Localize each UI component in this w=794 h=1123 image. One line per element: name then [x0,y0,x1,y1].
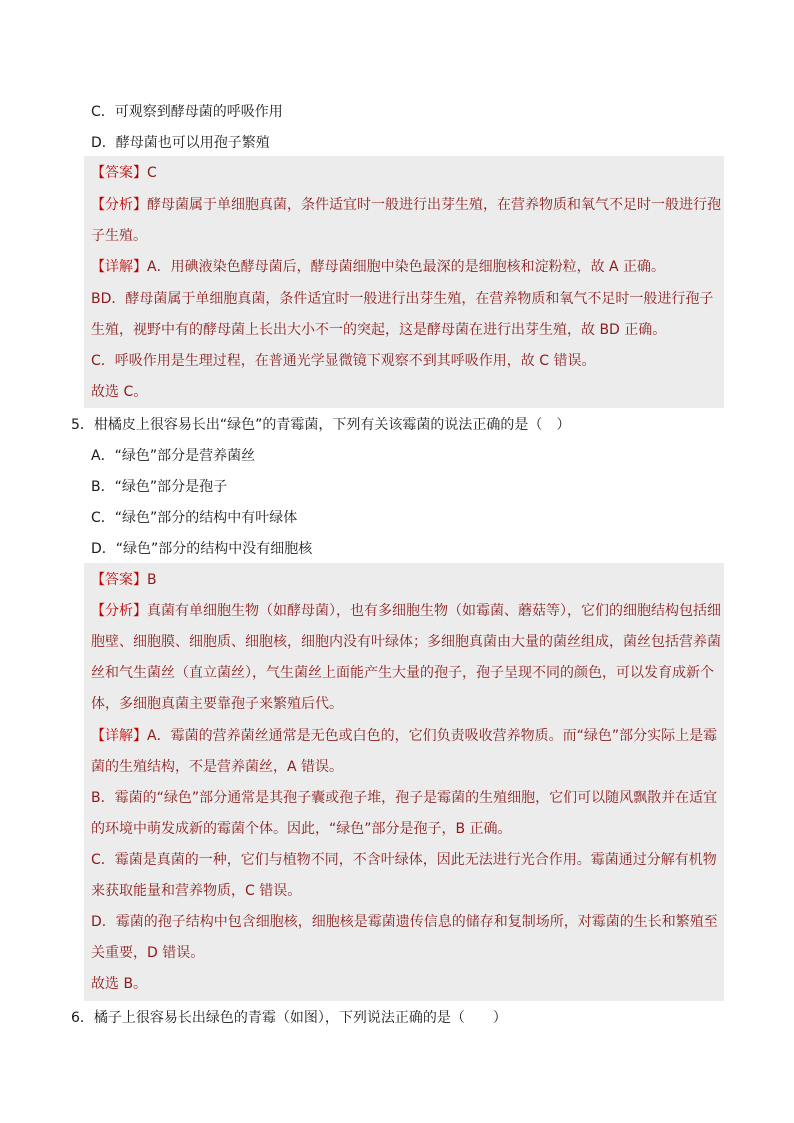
q5-option-d: D．“绿色”部分的结构中没有细胞核 [91,541,313,557]
q4-analysis-line-2: 子生殖。 [91,228,147,244]
detail-text: A．用碘液染色酵母菌后，酵母菌细胞中染色最深的是细胞核和淀粉粒，故 A 正确。 [147,259,666,275]
analysis-tag: 【分析】 [91,197,147,213]
q5-explanation-box [84,563,724,1001]
q5-option-b: B．“绿色”部分是孢子 [91,479,228,495]
detail-tag: 【详解】 [91,259,147,275]
q5-analysis-line-1 [91,601,721,621]
q5-option-a: A．“绿色”部分是营养菌丝 [91,448,256,464]
q5-analysis-line-2: 胞壁、细胞膜、细胞质、细胞核，细胞内没有叶绿体；多细胞真菌由大量的菌丝组成，菌丝包括营养菌 [91,634,721,650]
analysis-text: 真菌有单细胞生物（如酵母菌），也有多细胞生物（如霉菌、蘑菇等），它们的细胞结构包括细 [147,603,721,619]
analysis-tag: 【分析】 [91,603,147,619]
q5-detail-line-3: B．霉菌的“绿色”部分通常是其孢子囊或孢子堆，孢子是霉菌的生殖细胞，它们可以随风飘散并在适宜 [91,790,718,806]
q4-conclusion: 故选 C。 [91,384,148,400]
q5-analysis-line-4: 体，多细胞真菌主要靠孢子来繁殖后代。 [91,696,343,712]
q4-answer-line [91,163,157,183]
q5-detail-line-7: D．霉菌的孢子结构中包含细胞核，细胞核是霉菌遗传信息的储存和复制场所，对霉菌的生长和繁殖至 [91,914,718,930]
q5-answer-line [91,570,157,590]
analysis-text: 酵母菌属于单细胞真菌，条件适宜时一般进行出芽生殖，在营养物质和氧气不足时一般进行孢 [147,197,721,213]
q4-detail-line-1 [91,257,665,277]
answer-value: B [147,572,157,588]
q6-stem: 6．橘子上很容易长出绿色的青霉（如图），下列说法正确的是（ ） [71,1010,507,1026]
q5-detail-line-6: 来获取能量和营养物质，C 错误。 [91,883,302,899]
q5-analysis-line-3: 丝和气生菌丝（直立菌丝），气生菌丝上面能产生大量的孢子，孢子呈现不同的颜色，可以发育成新个 [91,665,714,681]
answer-tag: 【答案】 [91,572,147,588]
q4-detail-line-2: BD．酵母菌属于单细胞真菌，条件适宜时一般进行出芽生殖，在营养物质和氧气不足时一般进行孢子 [91,291,714,307]
q5-detail-line-1 [91,726,717,746]
q5-conclusion: 故选 B。 [91,976,148,992]
q5-detail-line-5: C．霉菌是真菌的一种，它们与植物不同，不含叶绿体，因此无法进行光合作用。霉菌通过分解有机物 [91,852,717,868]
q5-detail-line-2: 菌的生殖结构，不是营养菌丝，A 错误。 [91,759,344,775]
q5-stem: 5．柑橘皮上很容易长出“绿色”的青霉菌，下列有关该霉菌的说法正确的是（ ） [71,417,571,433]
answer-value: C [147,165,157,181]
q5-detail-line-8: 关重要，D 错误。 [91,945,205,961]
detail-tag: 【详解】 [91,728,147,744]
detail-text: A．霉菌的营养菌丝通常是无色或白色的，它们负责吸收营养物质。而“绿色”部分实际上是霉 [147,728,718,744]
answer-tag: 【答案】 [91,165,147,181]
q4-detail-line-4: C．呼吸作用是生理过程，在普通光学显微镜下观察不到其呼吸作用，故 C 错误。 [91,353,596,369]
q5-detail-line-4: 的环境中萌发成新的霉菌个体。因此，“绿色”部分是孢子，B 正确。 [91,821,512,837]
q5-option-c: C．“绿色”部分的结构中有叶绿体 [91,510,298,526]
q4-explanation-box [84,156,724,408]
q4-detail-line-3: 生殖，视野中有的酵母菌上长出大小不一的突起，这是酵母菌在进行出芽生殖，故 BD 正确。 [91,322,667,338]
q4-option-c: C．可观察到酵母菌的呼吸作用 [91,104,283,120]
q4-option-d: D．酵母菌也可以用孢子繁殖 [91,135,270,151]
q4-analysis-line-1 [91,195,721,215]
